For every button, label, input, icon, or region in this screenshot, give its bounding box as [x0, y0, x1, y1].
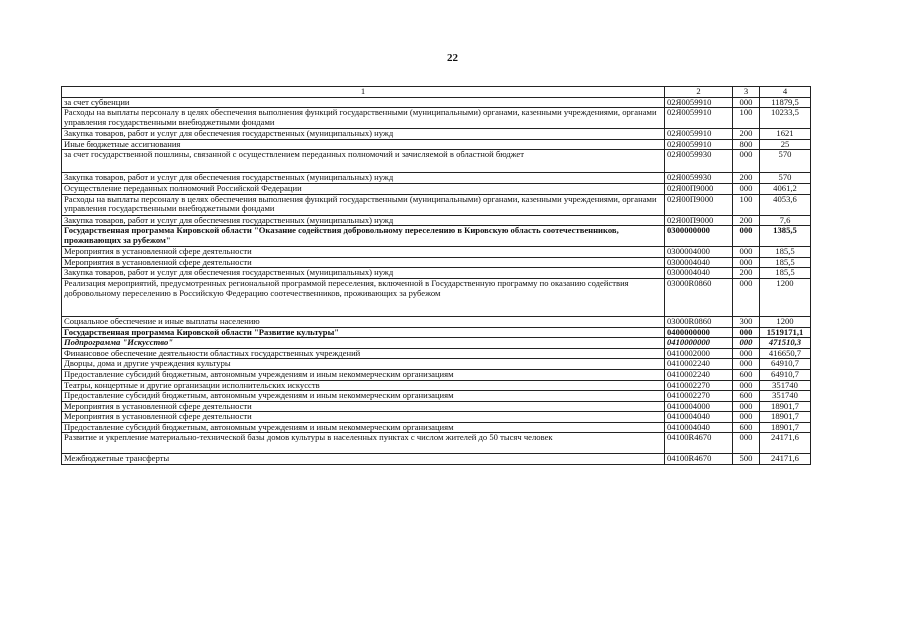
table-header-row — [62, 87, 811, 98]
row-name-cell: за счет субвенции — [62, 97, 665, 108]
row-code-cell: 0410004040 — [665, 422, 733, 433]
table-row — [62, 226, 811, 247]
row-code-cell: 0410002240 — [665, 369, 733, 380]
row-code-cell: 0300004000 — [665, 247, 733, 258]
table-row — [62, 401, 811, 412]
row-code-cell: 0410004040 — [665, 412, 733, 423]
row-name-cell: Межбюджетные трансферты — [62, 454, 665, 465]
row-type-cell: 000 — [733, 412, 760, 423]
row-name-cell: Дворцы, дома и другие учреждения культуры — [62, 359, 665, 370]
row-code-cell: 02Я00П9000 — [665, 183, 733, 194]
row-code-cell: 02Я0059930 — [665, 173, 733, 184]
table-row — [62, 194, 811, 215]
table-row — [62, 150, 811, 173]
row-code-cell: 04100R4670 — [665, 433, 733, 454]
row-code-cell: 03000R0860 — [665, 316, 733, 327]
row-sum-cell: 4053,6 — [760, 194, 811, 215]
row-type-cell: 000 — [733, 348, 760, 359]
table-row — [62, 129, 811, 140]
table-row — [62, 139, 811, 150]
budget-table-body — [62, 87, 811, 465]
row-name-cell: Театры, концертные и другие организации исполнительских искусств — [62, 380, 665, 391]
row-name-cell: Мероприятия в установленной сфере деятельности — [62, 401, 665, 412]
row-type-cell: 000 — [733, 150, 760, 173]
table-row — [62, 391, 811, 402]
row-code-cell: 03000R0860 — [665, 278, 733, 316]
table-row — [62, 215, 811, 226]
row-name-cell: Государственная программа Кировской области "Оказание содействия добровольному переселению в Кировскую область соотечественников, проживающих за рубежом" — [62, 226, 665, 247]
table-row — [62, 97, 811, 108]
row-type-cell: 100 — [733, 108, 760, 129]
row-type-cell: 800 — [733, 139, 760, 150]
row-sum-cell: 18901,7 — [760, 412, 811, 423]
row-name-cell: Реализация мероприятий, предусмотренных региональной программой переселения, включенной в Государственную программу по оказанию содействия добровольному переселению в Российскую Федерацию соотечественников, проживающих за рубежом — [62, 278, 665, 316]
row-type-cell: 600 — [733, 391, 760, 402]
row-code-cell: 02Я00П9000 — [665, 194, 733, 215]
row-sum-cell: 11879,5 — [760, 97, 811, 108]
row-name-cell: Мероприятия в установленной сфере деятельности — [62, 247, 665, 258]
column-header-3: 3 — [733, 87, 760, 98]
row-type-cell: 600 — [733, 422, 760, 433]
row-sum-cell: 351740 — [760, 380, 811, 391]
row-sum-cell: 4061,2 — [760, 183, 811, 194]
row-type-cell: 000 — [733, 247, 760, 258]
row-sum-cell: 471510,3 — [760, 338, 811, 349]
row-name-cell: Закупка товаров, работ и услуг для обеспечения государственных (муниципальных) нужд — [62, 268, 665, 279]
row-code-cell: 0410004000 — [665, 401, 733, 412]
table-row — [62, 183, 811, 194]
row-code-cell: 0410002270 — [665, 380, 733, 391]
row-type-cell: 500 — [733, 454, 760, 465]
table-row — [62, 348, 811, 359]
row-type-cell: 000 — [733, 183, 760, 194]
table-row — [62, 278, 811, 316]
row-code-cell: 02Я00П9000 — [665, 215, 733, 226]
row-code-cell: 02Я0059910 — [665, 139, 733, 150]
row-name-cell: Закупка товаров, работ и услуг для обеспечения государственных (муниципальных) нужд — [62, 215, 665, 226]
column-header-2: 2 — [665, 87, 733, 98]
row-type-cell: 000 — [733, 380, 760, 391]
row-name-cell: за счет государственной пошлины, связанной с осуществлением переданных полномочий и зачисляемой в областной бюджет — [62, 150, 665, 173]
row-sum-cell: 1200 — [760, 278, 811, 316]
row-sum-cell: 64910,7 — [760, 359, 811, 370]
table-row — [62, 173, 811, 184]
row-code-cell: 0300004040 — [665, 257, 733, 268]
row-code-cell: 0300004040 — [665, 268, 733, 279]
row-sum-cell: 25 — [760, 139, 811, 150]
row-sum-cell: 1621 — [760, 129, 811, 140]
row-sum-cell: 18901,7 — [760, 422, 811, 433]
table-row — [62, 108, 811, 129]
row-name-cell: Осуществление переданных полномочий Российской Федерации — [62, 183, 665, 194]
table-row — [62, 369, 811, 380]
row-sum-cell: 185,5 — [760, 268, 811, 279]
row-type-cell: 000 — [733, 338, 760, 349]
table-row — [62, 316, 811, 327]
row-sum-cell: 24171,6 — [760, 433, 811, 454]
row-name-cell: Предоставление субсидий бюджетным, автономным учреждениям и иным некоммерческим организациям — [62, 369, 665, 380]
row-name-cell: Развитие и укрепление материально-технической базы домов культуры в населенных пунктах с числом жителей до 50 тысяч человек — [62, 433, 665, 454]
row-code-cell: 0410002270 — [665, 391, 733, 402]
row-name-cell: Иные бюджетные ассигнования — [62, 139, 665, 150]
table-row — [62, 268, 811, 279]
row-type-cell: 000 — [733, 359, 760, 370]
row-code-cell: 04100R4670 — [665, 454, 733, 465]
row-name-cell: Расходы на выплаты персоналу в целях обеспечения выполнения функций государственными (муниципальными) органами, казенными учреждениями, органами управления государственными внебюджетными фондами — [62, 194, 665, 215]
column-header-4: 4 — [760, 87, 811, 98]
row-sum-cell: 64910,7 — [760, 369, 811, 380]
row-name-cell: Социальное обеспечение и иные выплаты населению — [62, 316, 665, 327]
row-type-cell: 000 — [733, 226, 760, 247]
row-type-cell: 100 — [733, 194, 760, 215]
table-row — [62, 327, 811, 338]
table-row — [62, 433, 811, 454]
row-sum-cell: 416650,7 — [760, 348, 811, 359]
row-sum-cell: 351740 — [760, 391, 811, 402]
table-row — [62, 380, 811, 391]
row-code-cell: 0300000000 — [665, 226, 733, 247]
row-type-cell: 000 — [733, 433, 760, 454]
row-sum-cell: 185,5 — [760, 257, 811, 268]
row-type-cell: 200 — [733, 215, 760, 226]
row-code-cell: 0410000000 — [665, 338, 733, 349]
row-type-cell: 200 — [733, 268, 760, 279]
row-type-cell: 600 — [733, 369, 760, 380]
row-type-cell: 200 — [733, 129, 760, 140]
row-sum-cell: 18901,7 — [760, 401, 811, 412]
row-code-cell: 0400000000 — [665, 327, 733, 338]
row-type-cell: 200 — [733, 173, 760, 184]
table-row — [62, 247, 811, 258]
row-code-cell: 0410002240 — [665, 359, 733, 370]
row-code-cell: 0410002000 — [665, 348, 733, 359]
row-type-cell: 300 — [733, 316, 760, 327]
table-row — [62, 412, 811, 423]
row-name-cell: Расходы на выплаты персоналу в целях обеспечения выполнения функций государственными (муниципальными) органами, казенными учреждениями, органами управления государственными внебюджетными фондами — [62, 108, 665, 129]
row-name-cell: Государственная программа Кировской области "Развитие культуры" — [62, 327, 665, 338]
row-name-cell: Предоставление субсидий бюджетным, автономным учреждениям и иным некоммерческим организациям — [62, 422, 665, 433]
row-type-cell: 000 — [733, 257, 760, 268]
row-name-cell: Мероприятия в установленной сфере деятельности — [62, 412, 665, 423]
row-type-cell: 000 — [733, 278, 760, 316]
row-type-cell: 000 — [733, 401, 760, 412]
row-name-cell: Предоставление субсидий бюджетным, автономным учреждениям и иным некоммерческим организациям — [62, 391, 665, 402]
row-name-cell: Финансовое обеспечение деятельности областных государственных учреждений — [62, 348, 665, 359]
row-name-cell: Закупка товаров, работ и услуг для обеспечения государственных (муниципальных) нужд — [62, 173, 665, 184]
table-row — [62, 359, 811, 370]
table-row — [62, 422, 811, 433]
row-sum-cell: 1200 — [760, 316, 811, 327]
row-code-cell: 02Я0059910 — [665, 129, 733, 140]
column-header-1: 1 — [62, 87, 665, 98]
row-sum-cell: 570 — [760, 150, 811, 173]
row-sum-cell: 570 — [760, 173, 811, 184]
row-sum-cell: 24171,6 — [760, 454, 811, 465]
row-name-cell: Закупка товаров, работ и услуг для обеспечения государственных (муниципальных) нужд — [62, 129, 665, 140]
row-sum-cell: 1385,5 — [760, 226, 811, 247]
table-row — [62, 454, 811, 465]
budget-table — [61, 86, 811, 465]
row-sum-cell: 1519171,1 — [760, 327, 811, 338]
row-code-cell: 02Я0059930 — [665, 150, 733, 173]
row-code-cell: 02Я0059910 — [665, 97, 733, 108]
row-sum-cell: 10233,5 — [760, 108, 811, 129]
row-sum-cell: 185,5 — [760, 247, 811, 258]
page-number: 22 — [447, 52, 458, 64]
row-type-cell: 000 — [733, 327, 760, 338]
row-sum-cell: 7,6 — [760, 215, 811, 226]
row-code-cell: 02Я0059910 — [665, 108, 733, 129]
row-name-cell: Мероприятия в установленной сфере деятельности — [62, 257, 665, 268]
row-name-cell: Подпрограмма "Искусство" — [62, 338, 665, 349]
table-row — [62, 257, 811, 268]
table-row — [62, 338, 811, 349]
row-type-cell: 000 — [733, 97, 760, 108]
